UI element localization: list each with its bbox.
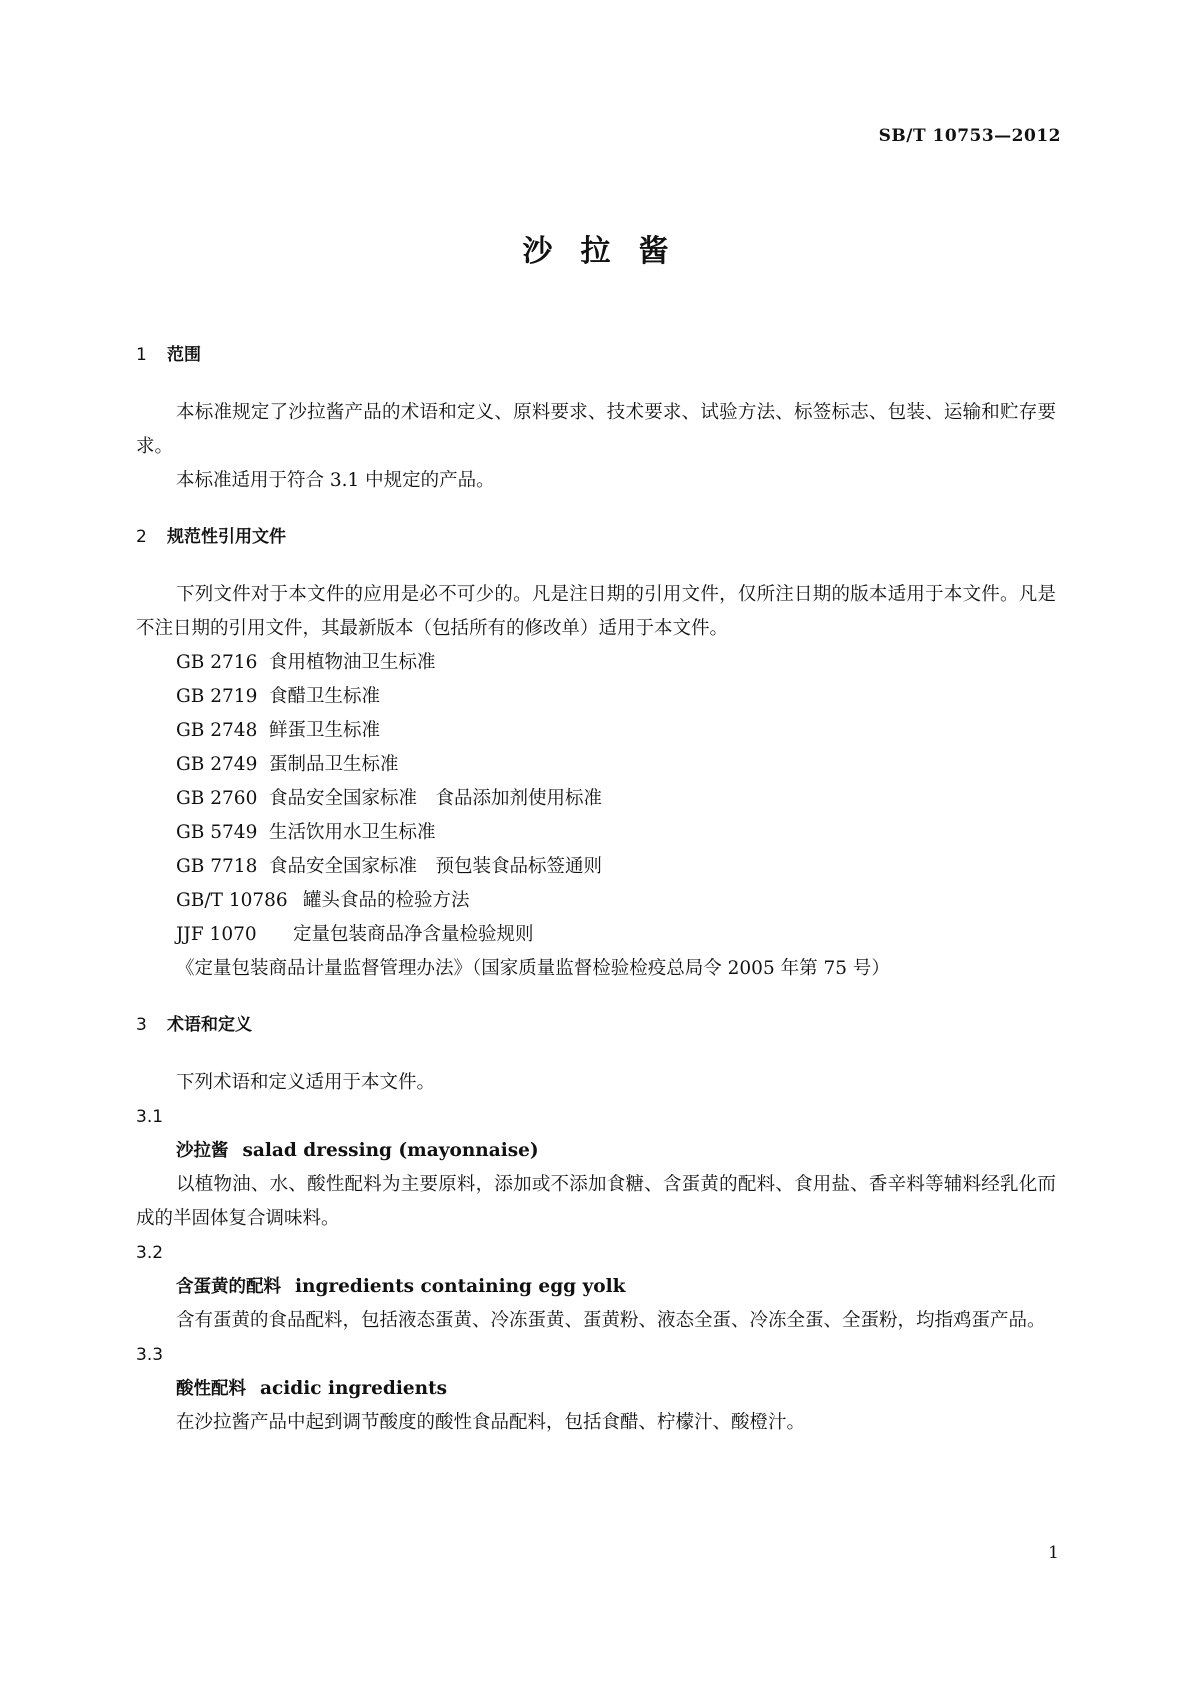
term-chinese: 沙拉酱 [176,1141,229,1161]
reference-item [136,782,1056,816]
references-intro: 下列文件对于本文件的应用是必不可少的。凡是注日期的引用文件，仅所注日期的版本适用于本文件。凡是不注日期的引用文件，其最新版本（包括所有的修改单）适用于本文件。 [136,584,1056,639]
reference-code: JJF 1070 [176,924,257,945]
term-chinese: 酸性配料 [176,1379,246,1399]
term-chinese: 含蛋黄的配料 [176,1277,281,1297]
reference-code: GB 2748 [176,720,258,741]
scope-paragraph-1: 本标准规定了沙拉酱产品的术语和定义、原料要求、技术要求、试验方法、标签标志、包装、运输和贮存要求。 [136,402,1056,457]
reference-code: GB 2716 [176,652,258,673]
section-title: 范围 [167,345,201,365]
section-number: 3 [136,1015,147,1035]
reference-code: GB 2719 [176,686,258,707]
reference-item-regulation: 《定量包装商品计量监督管理办法》（国家质量监督检验检疫总局令 2005 年第 75 号） [176,958,890,979]
section-heading-scope [136,338,1056,372]
section-title: 规范性引用文件 [167,527,286,547]
reference-code: GB 7718 [176,856,258,877]
reference-title: 食品安全国家标准 预包装食品标签通则 [269,856,603,877]
term-english: salad dressing (mayonnaise) [242,1140,539,1161]
document-body [136,338,1056,1440]
scope-paragraph-2: 本标准适用于符合 3.1 中规定的产品。 [176,470,495,491]
reference-title: 食醋卫生标准 [269,686,381,707]
reference-item [136,748,1056,782]
term-english: ingredients containing egg yolk [295,1276,626,1297]
reference-item [136,850,1056,884]
reference-item [136,714,1056,748]
term-definition: 以植物油、水、酸性配料为主要原料，添加或不添加食糖、含蛋黄的配料、食用盐、香辛料等辅料经乳化而成的半固体复合调味料。 [136,1174,1056,1229]
reference-code: GB 2760 [176,788,258,809]
reference-title: 蛋制品卫生标准 [269,754,399,775]
reference-title: 定量包装商品净含量检验规则 [293,924,534,945]
document-code: SB/T 10753—2012 [878,126,1061,146]
reference-title: 食品安全国家标准 食品添加剂使用标准 [269,788,603,809]
reference-title: 罐头食品的检验方法 [303,890,470,911]
term-definition: 在沙拉酱产品中起到调节酸度的酸性食品配料，包括食醋、柠檬汁、酸橙汁。 [176,1412,806,1433]
reference-item [136,884,1056,918]
term-english: acidic ingredients [260,1378,448,1399]
terms-intro: 下列术语和定义适用于本文件。 [176,1072,436,1093]
section-number: 1 [136,345,147,365]
reference-title: 生活饮用水卫生标准 [269,822,436,843]
section-number: 2 [136,527,147,547]
term-heading [136,1372,1056,1406]
term-number: 3.2 [136,1243,164,1263]
section-heading-normative-references [136,520,1056,554]
term-number: 3.3 [136,1345,164,1365]
term-heading [136,1134,1056,1168]
page-title: 沙拉酱 [522,234,697,269]
term-definition: 含有蛋黄的食品配料，包括液态蛋黄、冷冻蛋黄、蛋黄粉、液态全蛋、冷冻全蛋、全蛋粉，均指鸡蛋产品。 [176,1310,1046,1331]
reference-code: GB 5749 [176,822,258,843]
reference-item [136,646,1056,680]
term-heading [136,1270,1056,1304]
reference-code: GB/T 10786 [176,890,288,911]
reference-item [136,918,1056,952]
reference-code: GB 2749 [176,754,258,775]
section-heading-terms-definitions [136,1008,1056,1042]
reference-title: 食用植物油卫生标准 [269,652,436,673]
reference-title: 鲜蛋卫生标准 [269,720,381,741]
section-title: 术语和定义 [167,1015,252,1035]
reference-item [136,680,1056,714]
term-number: 3.1 [136,1107,164,1127]
reference-item [136,816,1056,850]
page-number: 1 [1048,1543,1059,1563]
